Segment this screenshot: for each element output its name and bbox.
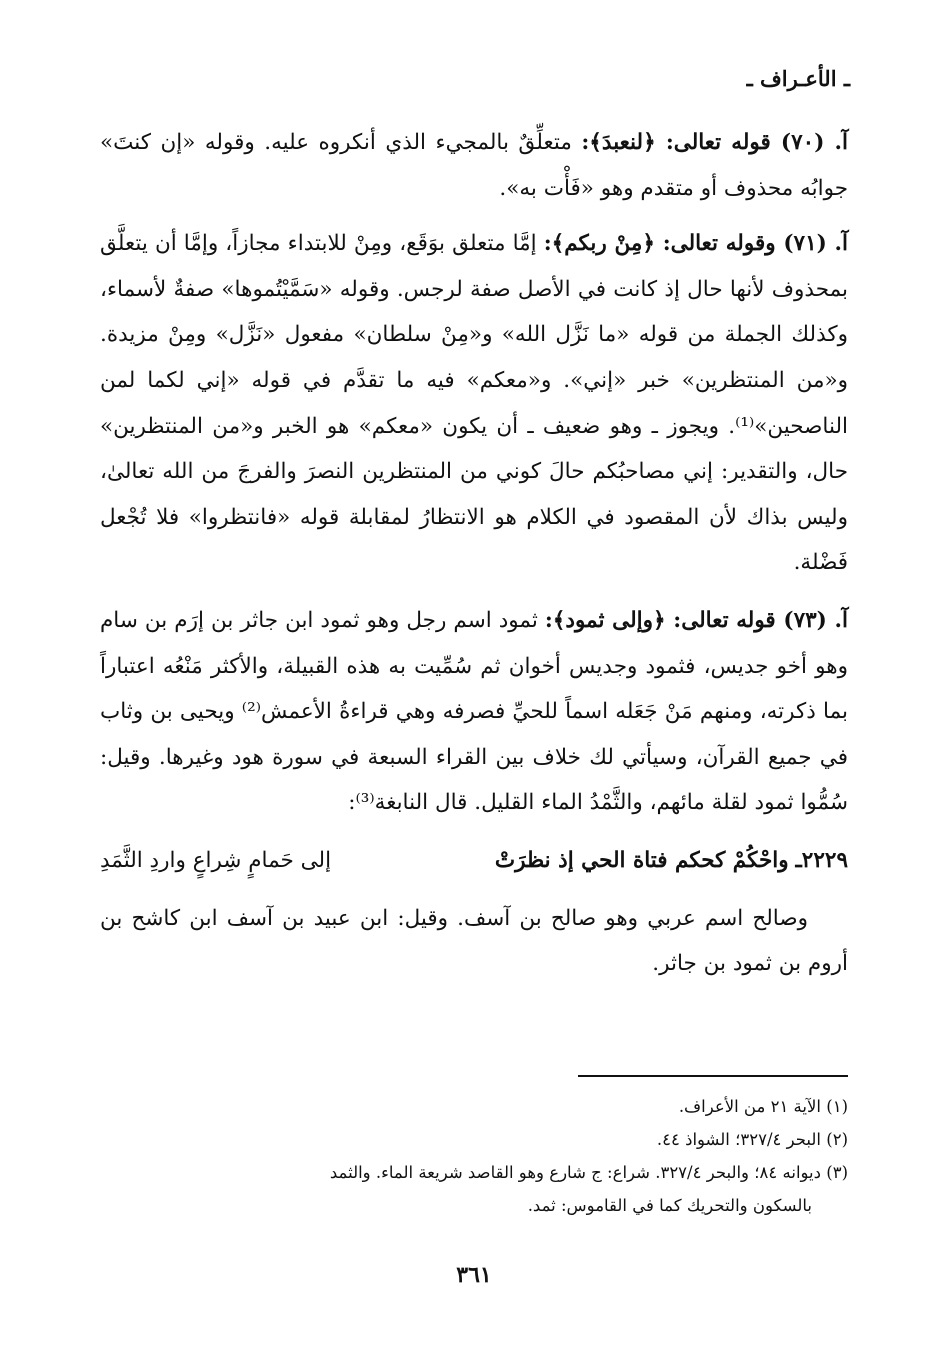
paragraph-ayah-70 (100, 120, 848, 211)
paragraph-text: ثمود اسم رجل وهو ثمود ابن جاثر بن إرَم بن سام وهو أخو جديس، فثمود وجديس أخوان ثم سُمِّيت به هذه القبيلة، والأكثر مَنْعُه اعتباراً بما ذكرته، ومنهم مَنْ جَعَله اسماً للحيِّ فصرفه وهي قراءةُ الأعمش⁽²⁾ ويحيى بن وثاب في جميع القرآن، وسيأتي لك خلاف بين القراء السبعة في سورة هود وغيرها. وقيل: سُمُّوا ثمود لقلة مائهم، والثَّمْدُ الماء القليل. قال النابغة⁽³⁾: (100, 607, 849, 816)
closing-paragraph: وصالح اسم عربي وهو صالح بن آسف. وقيل: ابن عبيد بن آسف ابن كاشح بن أروم بن ثمود بن جاثر. (100, 905, 848, 977)
running-header: ـ الأعـراف ـ (746, 66, 850, 91)
verse-number: ٢٢٢٩ـ (795, 847, 848, 873)
verse-first-half-wrap (495, 838, 848, 884)
paragraph-ayah-73 (100, 598, 848, 826)
footnote-separator (578, 1075, 848, 1077)
footnote-3-continuation: بالسكون والتحريك كما في القاموس: ثمد. (527, 1196, 812, 1215)
footnote-2: (٢) البحر ٣٢٧/٤؛ الشواذ ٤٤. (656, 1130, 848, 1149)
ayah-heading: آ. (٧٣) قوله تعالى: ﴿وإلى ثمود﴾: (544, 607, 848, 633)
ayah-heading: آ. (٧١) وقوله تعالى: ﴿مِنْ ربكم﴾: (543, 231, 848, 257)
paragraph-ayah-71 (100, 221, 848, 586)
footnotes (100, 1090, 848, 1222)
verse-hemistich-1: واحْكُمْ كحكم فتاة الحي إذ نظرَتْ (494, 847, 789, 873)
paragraph-text: متعلِّقٌ بالمجيء الذي أنكروه عليه. وقوله «إن كنتَ» جوابُه محذوف أو متقدم وهو «فَأْت به». (100, 130, 848, 201)
main-text (100, 120, 848, 999)
poetry-verse (100, 838, 848, 884)
ayah-heading: آ. (٧٠) قوله تعالى: ﴿لنعبدَ﴾: (581, 130, 848, 155)
footnote-3: (٣) ديوانه ٨٤؛ والبحر ٣٢٧/٤. شراع: ج شارع وهو القاصد شريعة الماء. والثمد (329, 1163, 848, 1182)
footnote-1: (١) الآية ٢١ من الأعراف. (678, 1097, 848, 1116)
page-number: ٣٦١ (456, 1262, 492, 1288)
paragraph-text: إمَّا متعلق بوَقَع، ومِنْ للابتداء مجازاً، وإمَّا أن يتعلَّق بمحذوف لأنها حال إذ كانت في الأصل صفة لرجس. وقوله «سَمَّيْتُموها» صفةٌ لأسماء، وكذلك الجملة من قوله «ما نَزَّل الله» و«مِنْ سلطان» مفعول «نَزَّل» ومِنْ مزيدة. و«من المنتظرين» خبر «إني». و«معكم» فيه ما تقدَّم في قوله «إني لكما لمن الناصحين»⁽¹⁾. ويجوز ـ وهو ضعيف ـ أن يكون «معكم» هو الخبر و«من المنتظرين» حال، والتقدير: إني مصاحبُكم حالَ كوني من المنتظرين النصرَ والفرجَ من الله تعالىٰ، وليس بذاك لأن المقصود في الكلام هو الانتظارُ لمقابلة قوله «فانتظروا» فلا تُجْعل فَضْلة. (100, 231, 848, 576)
verse-hemistich-2: إلى حَمامٍ شِراعٍ واردِ الثَّمَدِ (100, 847, 332, 873)
